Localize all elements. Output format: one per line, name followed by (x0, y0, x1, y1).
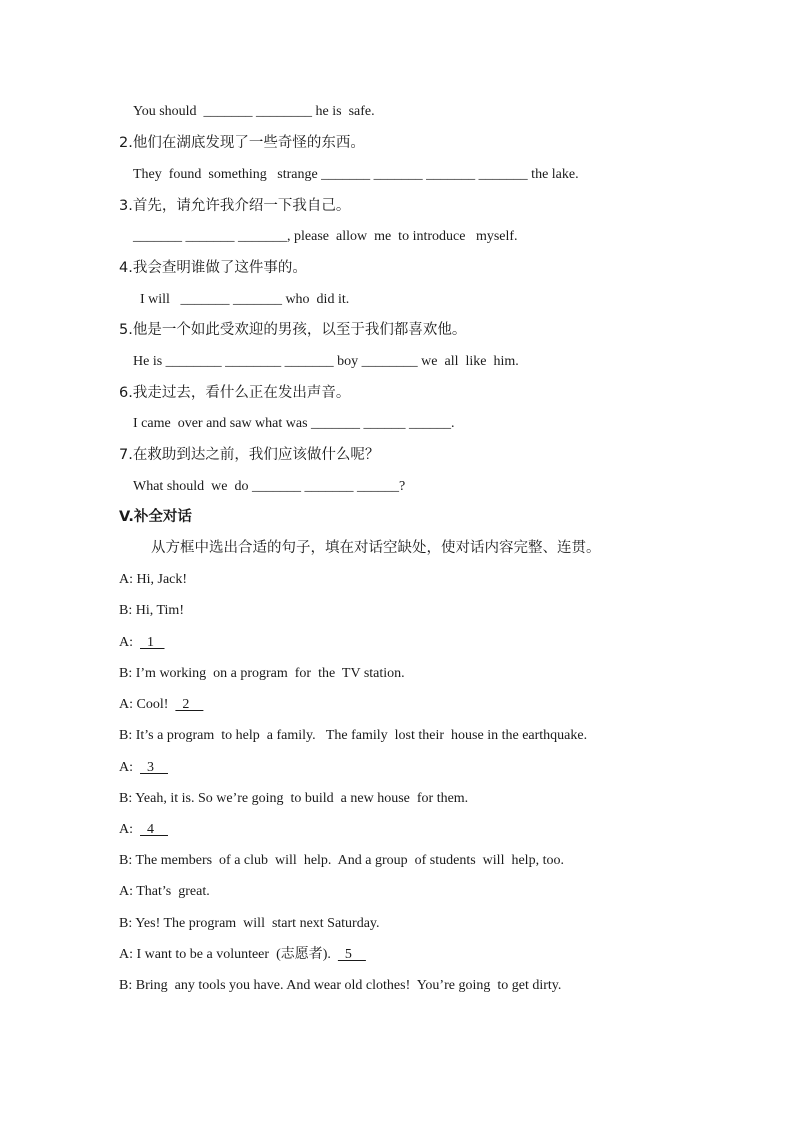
dialogue-text: A: I want to be a volunteer (志愿者). (119, 947, 338, 962)
dialogue-line (119, 883, 210, 901)
dialogue-line (119, 759, 168, 777)
dialogue-line (119, 915, 380, 933)
dialogue-text: A: Hi, Jack! (119, 572, 188, 587)
dialogue-line (119, 602, 184, 620)
dialogue-text: B: Hi, Tim! (119, 603, 184, 618)
section-v-heading: V.补全对话 (119, 509, 192, 525)
dialogue-line (119, 852, 564, 870)
dialogue-text: A: (119, 760, 140, 775)
q4-chinese-prompt: 4.我会查明谁做了这件事的。 (119, 260, 307, 276)
q3-english-line: _______ _______ _______, please allow me to introduce myself. (133, 229, 518, 244)
dialogue-text: B: The members of a club will help. And a group of students will help, too. (119, 853, 564, 868)
dialogue-text: B: I’m working on a program for the TV station. (119, 666, 405, 681)
dialogue-line (119, 571, 187, 589)
dialogue-line (119, 696, 203, 714)
dialogue-line (119, 946, 366, 964)
q6-english-line: I came over and saw what was _______ ______ ______. (133, 416, 455, 431)
q5-chinese-prompt: 5.他是一个如此受欢迎的男孩，以至于我们都喜欢他。 (119, 322, 467, 338)
blank-3[interactable]: 3 (140, 760, 168, 775)
blank-2[interactable]: 2 (175, 697, 204, 712)
dialogue-line (119, 727, 587, 745)
dialogue-line (119, 665, 405, 683)
q5-english-line: He is ________ ________ _______ boy ________ we all like him. (133, 354, 519, 369)
q6-chinese-prompt: 6.我走过去，看什么正在发出声音。 (119, 385, 351, 401)
dialogue-text: A: Cool! (119, 697, 176, 712)
dialogue-text: B: Yes! The program will start next Saturday. (119, 916, 380, 931)
blank-1[interactable]: 1 (140, 635, 165, 650)
q2-chinese-prompt: 2.他们在湖底发现了一些奇怪的东西。 (119, 135, 365, 151)
dialogue-line (119, 634, 165, 652)
blank-4[interactable]: 4 (140, 822, 168, 837)
q7-english-line: What should we do _______ _______ ______? (133, 479, 406, 494)
q1-english-line: You should _______ ________ he is safe. (133, 104, 375, 119)
dialogue-text: B: Yeah, it is. So we’re going to build a new house for them. (119, 791, 469, 806)
q7-chinese-prompt: 7.在救助到达之前，我们应该做什么呢？ (119, 447, 380, 463)
q4-english-line: I will _______ _______ who did it. (140, 292, 350, 307)
dialogue-text: A: (119, 635, 140, 650)
q2-english-line: They found something strange _______ _______ _______ _______ the lake. (133, 167, 579, 182)
dialogue-line (119, 821, 168, 839)
dialogue-line (119, 790, 468, 808)
blank-5[interactable]: 5 (337, 947, 366, 962)
dialogue-text: B: It’s a program to help a family. The family lost their house in the earthquake. (119, 728, 588, 743)
dialogue-text: B: Bring any tools you have. And wear old clothes! You’re going to get dirty. (119, 978, 562, 993)
dialogue-line (119, 977, 561, 995)
dialogue-text: A: (119, 822, 140, 837)
q3-chinese-prompt: 3.首先，请允许我介绍一下我自己。 (119, 198, 351, 214)
section-v-instruction: 从方框中选出合适的句子，填在对话空缺处，使对话内容完整、连贯。 (151, 540, 601, 556)
dialogue-text: A: That’s great. (119, 884, 210, 899)
